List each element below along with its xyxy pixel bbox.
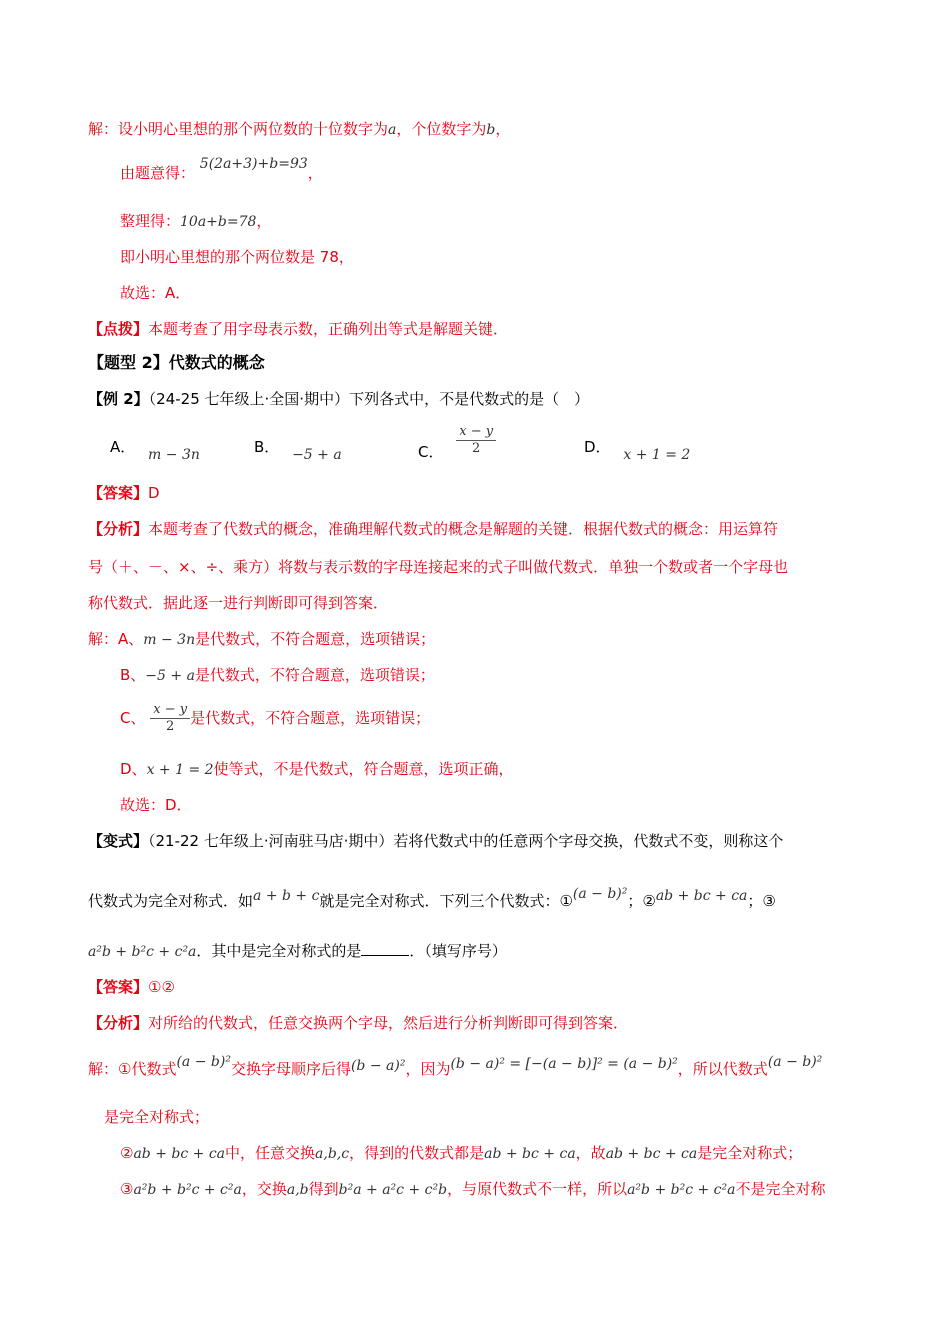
text: 由题意得： [120,164,196,182]
variation-text: 若将代数式中的任意两个字母交换，代数式不变，则称这个 [393,832,784,850]
variation-line-2 [88,886,776,913]
solution-line-4: 即小明心里想的那个两位数是 78， [120,248,354,266]
answer-blank [361,941,409,956]
fraction [456,424,496,457]
option-label: D． [584,438,611,456]
option-d [584,436,691,463]
math-b: b [486,122,496,138]
solution-line-3 [120,210,271,233]
text: ， [307,164,323,182]
text: ② [120,1144,134,1162]
math: a²b + b²c + c²a [88,944,197,960]
text: 使等式，不是代数式，符合题意，选项正确， [213,760,514,778]
math: −5 + a [145,668,195,684]
math: a²b + b²c + c²a [627,1182,736,1198]
text: ，得到的代数式都是 [349,1144,485,1162]
math: a,b [286,1182,309,1198]
math: a,b,c [315,1146,350,1162]
variation-answer [88,976,175,998]
text: ．其中是完全对称式的是 [196,942,362,960]
variation-solution-1-cont: 是完全对称式； [104,1108,210,1126]
section-title: 【题型 2】代数式的概念 [88,353,265,372]
math: m − 3n [143,632,196,648]
text: ，个位数字为 [396,120,487,138]
option-label: C． [418,443,444,461]
answer-value: ①② [148,978,175,996]
text: C、 [120,709,146,727]
text: 是完全对称式； [697,1144,803,1162]
text: D、 [120,760,147,778]
tip-text: 本题考查了用字母表示数，正确列出等式是解题关键． [148,320,509,338]
option-c [418,424,496,461]
answer-tag: 【答案】 [88,978,149,996]
variation-source: （21-22 七年级上·河南驻马店·期中） [148,832,394,850]
option-label: B． [254,438,280,456]
answer-value: D [148,484,160,502]
text: ， [256,212,272,230]
text: 是代数式，不符合题意，选项错误； [194,666,435,684]
option-expr: −5 + a [292,447,342,463]
equation: 10a+b=78 [180,214,257,230]
fraction-denominator: 2 [472,441,481,456]
math: ab + bc + ca [605,1146,698,1162]
solution-line-1 [88,118,510,141]
variation-line-1 [88,830,783,852]
text: ．（填写序号） [409,942,507,960]
solution-a [88,628,435,651]
math: b²a + a²c + c²b [338,1182,448,1198]
text: ，因为 [405,1060,451,1078]
text: ；③ [747,892,776,910]
text: 整理得： [120,212,181,230]
text: 代数式为完全对称式．如 [88,892,254,910]
fraction-denominator: 2 [166,719,175,734]
math: a + b + c [253,888,320,904]
text: 就是完全对称式．下列三个代数式：① [319,892,573,910]
math: (a − b)² [176,1054,231,1070]
solution-b [120,664,435,687]
answer-tag: 【答案】 [88,484,149,502]
solution-c [120,700,430,736]
solution-line-5: 故选：A． [120,284,191,302]
text: ，故 [575,1144,606,1162]
math: (b − a)² [350,1058,406,1074]
text: ，所以代数式 [677,1060,768,1078]
text: 解：A、 [88,630,144,648]
analysis-tag: 【分析】 [88,1014,149,1032]
variation-solution-2 [120,1142,802,1165]
text: 解：设小明心里想的那个两位数的十位数字为 [88,120,389,138]
example-source: （24-25 七年级上·全国·期中） [148,390,350,408]
option-expr: x + 1 = 2 [623,447,691,463]
fraction-numerator: x − y [456,424,496,441]
text: 是代数式，不符合题意，选项错误； [190,709,431,727]
solution-d [120,758,514,781]
analysis-line-2: 号（＋、－、×、÷、乘方）将数与表示数的字母连接起来的式子叫做代数式．单独一个数或者一个字母也 [88,558,789,576]
math: (b − a)² = [−(a − b)]² = (a − b)² [450,1056,678,1072]
text: 得到 [308,1180,339,1198]
math: (a − b)² [572,886,628,902]
analysis-text: 对所给的代数式，任意交换两个字母，然后进行分析判断即可得到答案． [148,1014,629,1032]
math-a: a [388,122,397,138]
analysis-tag: 【分析】 [88,520,149,538]
math: ab + bc + ca [484,1146,576,1162]
math: ab + bc + ca [655,888,748,904]
answer-line [88,482,160,504]
example-2-question [88,388,589,410]
analysis-text: 本题考查了代数式的概念，准确理解代数式的概念是解题的关键．根据代数式的概念：用运算符 [148,520,779,538]
text: ；② [627,892,656,910]
text: B、 [120,666,146,684]
math: x + 1 = 2 [146,762,214,778]
text: ，与原代数式不一样，所以 [447,1180,628,1198]
variation-solution-3 [120,1178,826,1201]
text: 是代数式，不符合题意，选项错误； [195,630,436,648]
analysis-line-3: 称代数式．据此逐一进行判断即可得到答案． [88,594,389,612]
variation-tag: 【变式】 [88,832,149,850]
example-tag: 【例 2】 [88,390,149,408]
text: 解：①代数式 [88,1060,177,1078]
variation-analysis [88,1012,628,1034]
tip-line [88,318,508,340]
solution-line-2 [120,156,323,185]
option-expr: m − 3n [148,447,200,463]
math: (a − b)² [767,1054,823,1070]
text: ，交换 [241,1180,287,1198]
fraction-numerator: x − y [150,702,190,719]
conclusion: 故选：D． [120,796,192,814]
text: ， [495,120,511,138]
option-label: A． [110,438,136,456]
text: 中，任意交换 [225,1144,316,1162]
fraction [150,702,190,735]
option-b [254,436,342,463]
option-a [110,436,200,463]
variation-line-3 [88,940,507,963]
text: 不是完全对称 [735,1180,826,1198]
math: ab + bc + ca [133,1146,226,1162]
text: ③ [120,1180,134,1198]
tip-tag: 【点拨】 [88,320,149,338]
text: 交换字母顺序后得 [230,1060,351,1078]
math: a²b + b²c + c²a [133,1182,242,1198]
equation: 5(2a+3)+b=93 [199,156,308,172]
analysis-line-1 [88,518,778,540]
example-question: 下列各式中，不是代数式的是（ ） [349,390,590,408]
variation-solution-1 [88,1054,823,1081]
